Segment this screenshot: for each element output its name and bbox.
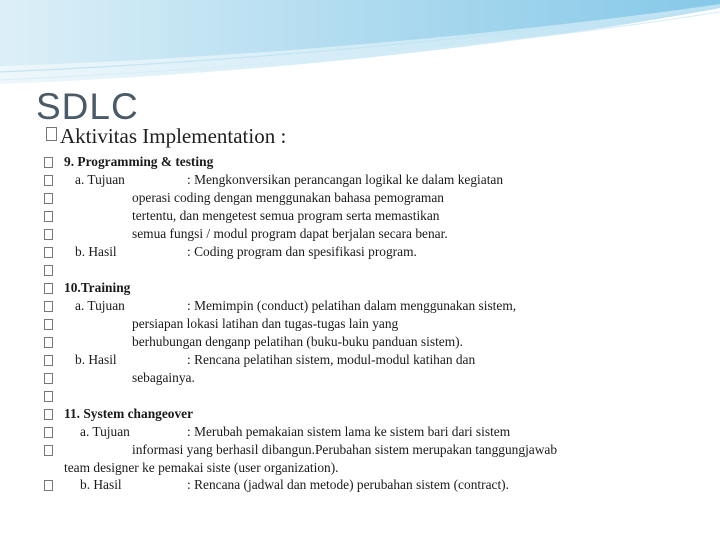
- bullet-icon: [44, 337, 53, 348]
- list-item: sebagainya.: [44, 369, 704, 387]
- bullet-icon: [44, 480, 53, 491]
- bullet-icon: [44, 193, 53, 204]
- list-item: b. Hasil : Rencana pelatihan sistem, modul-modul katihan dan: [44, 351, 704, 369]
- bullet-icon: [44, 301, 53, 312]
- bullet-icon: [44, 211, 53, 222]
- section-heading: 11. System changeover: [44, 405, 704, 423]
- bullet-icon: [44, 283, 53, 294]
- header-wave-decoration: [0, 0, 720, 90]
- content-list: [44, 153, 704, 494]
- bullet-icon: [44, 247, 53, 258]
- list-item: a. Tujuan : Memimpin (conduct) pelatihan dalam menggunakan sistem,: [44, 297, 704, 315]
- list-item: b. Hasil : Coding program dan spesifikasi program.: [44, 243, 704, 261]
- list-item: a. Tujuan : Merubah pemakaian sistem lama ke sistem bari dari sistem: [44, 423, 704, 441]
- list-item: informasi yang berhasil dibangun.Perubahan sistem merupakan tanggungjawab: [44, 441, 704, 459]
- slide-title: SDLC: [36, 86, 139, 127]
- list-item: persiapan lokasi latihan dan tugas-tugas lain yang: [44, 315, 704, 333]
- section-heading: 9. Programming & testing: [44, 153, 704, 171]
- list-item: berhubungan denganp pelatihan (buku-buku panduan sistem).: [44, 333, 704, 351]
- section-heading: 10.Training: [44, 279, 704, 297]
- subtitle-text: Aktivitas Implementation :: [60, 124, 287, 148]
- bullet-icon: [46, 127, 57, 141]
- list-item: a. Tujuan : Mengkonversikan perancangan logikal ke dalam kegiatan: [44, 171, 704, 189]
- list-item: tertentu, dan mengetest semua program serta memastikan: [44, 207, 704, 225]
- slide-subtitle: [46, 126, 286, 147]
- list-item: semua fungsi / modul program dapat berjalan secara benar.: [44, 225, 704, 243]
- bullet-icon: [44, 319, 53, 330]
- list-item: operasi coding dengan menggunakan bahasa pemograman: [44, 189, 704, 207]
- bullet-icon: [44, 265, 53, 276]
- list-item: [44, 387, 704, 405]
- list-item: b. Hasil : Rencana (jadwal dan metode) perubahan sistem (contract).: [44, 476, 704, 494]
- bullet-icon: [44, 409, 53, 420]
- bullet-icon: [44, 391, 53, 402]
- bullet-icon: [44, 445, 53, 456]
- bullet-icon: [44, 229, 53, 240]
- bullet-icon: [44, 355, 53, 366]
- bullet-icon: [44, 175, 53, 186]
- bullet-icon: [44, 373, 53, 384]
- bullet-icon: [44, 157, 53, 168]
- bullet-icon: [44, 427, 53, 438]
- list-item-continuation: team designer ke pemakai siste (user organization).: [64, 460, 339, 475]
- list-item: [44, 261, 704, 279]
